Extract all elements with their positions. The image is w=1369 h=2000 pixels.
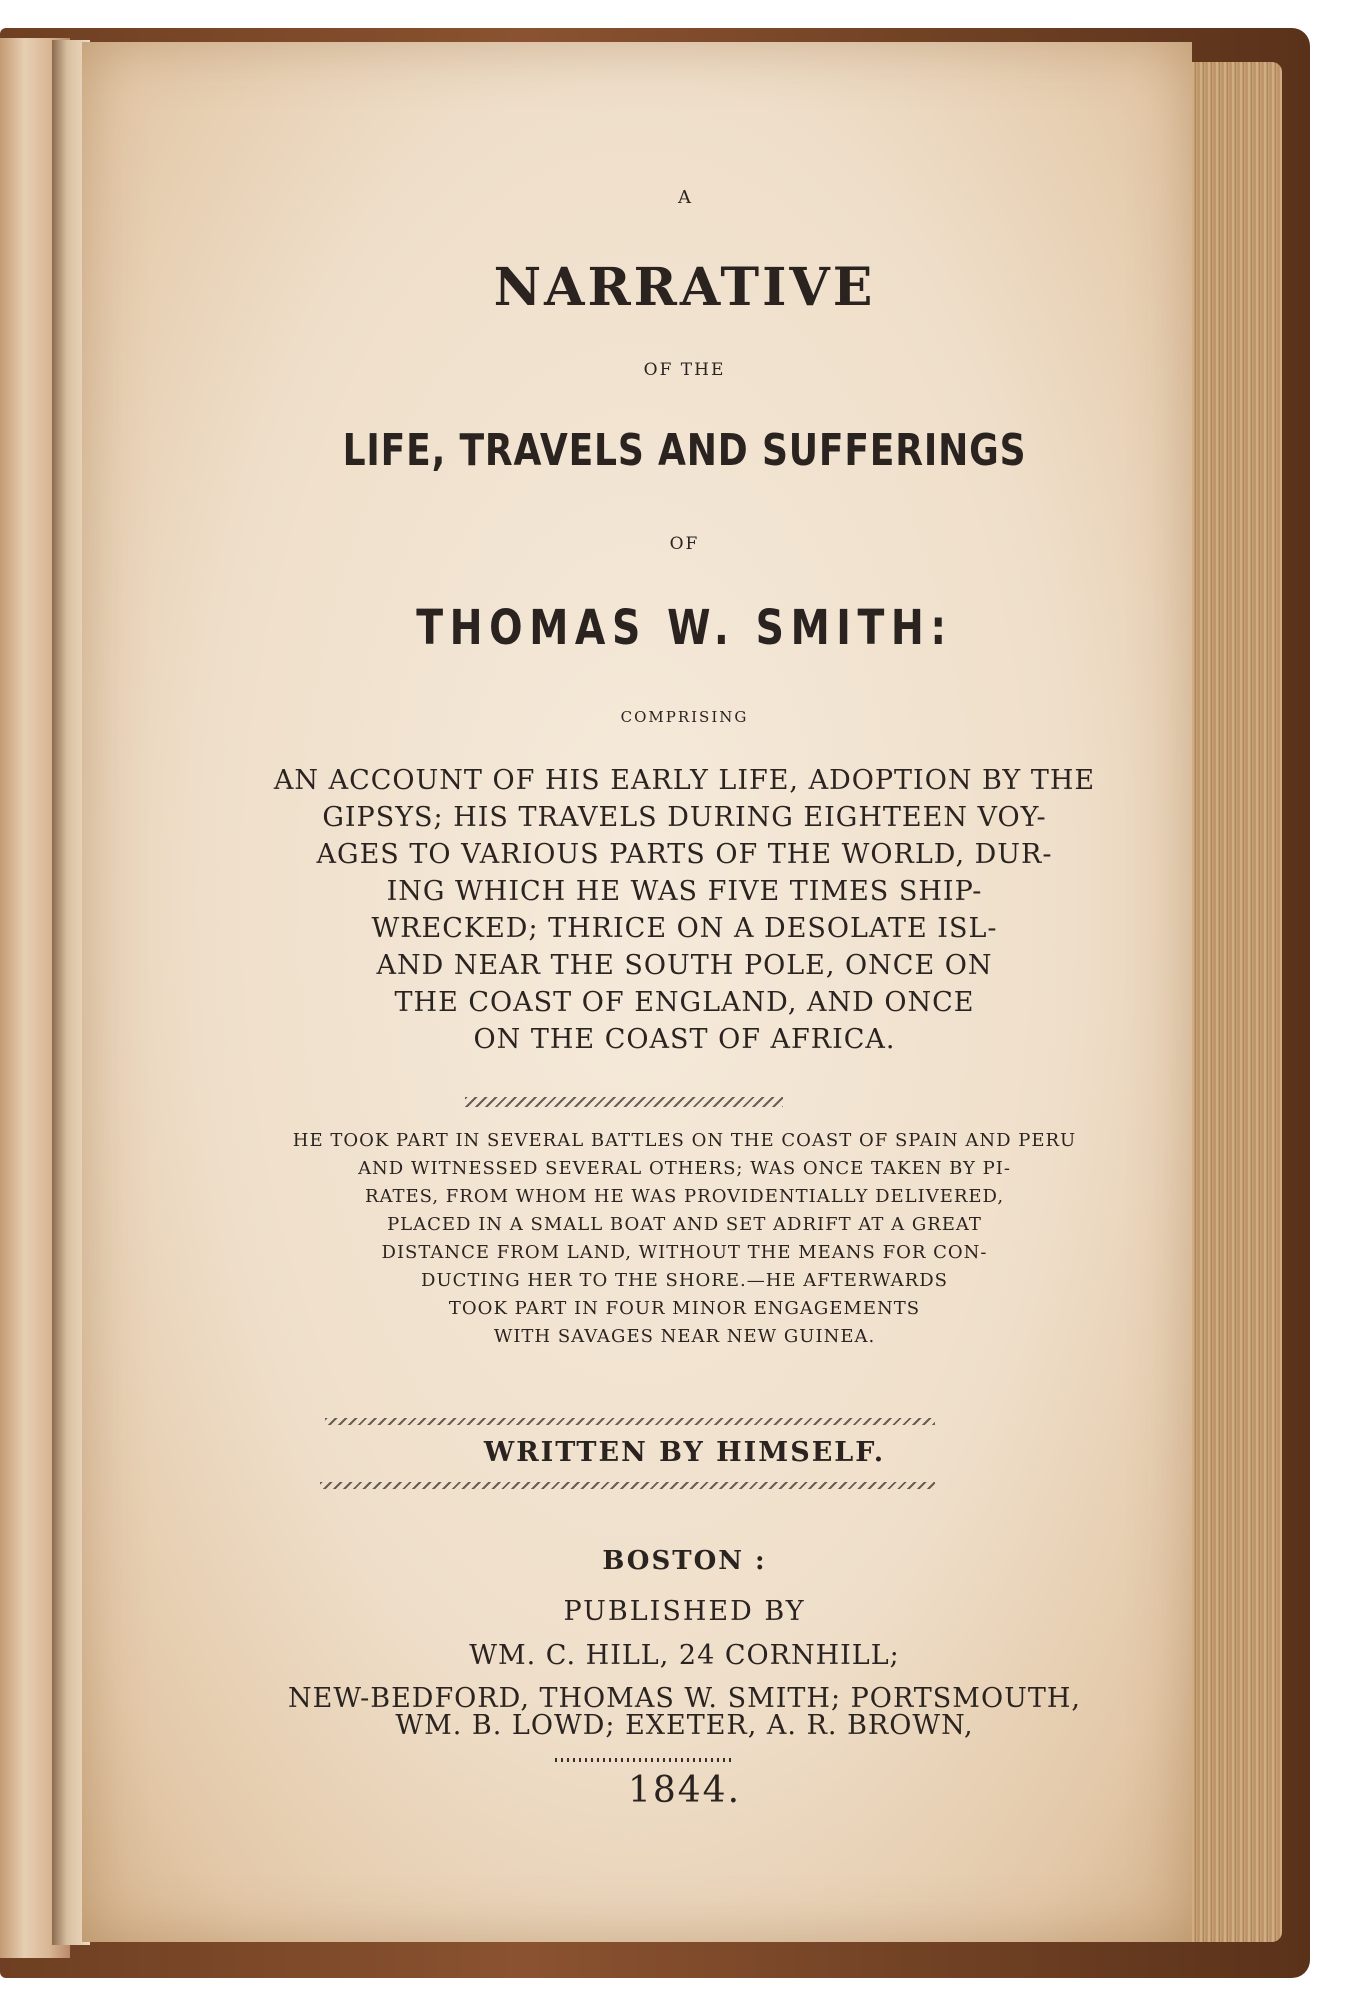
account-line-6: AND NEAR THE SOUTH POLE, ONCE ON [376, 950, 993, 981]
sellers-line-2: WM. B. LOWD; EXETER, A. R. BROWN, [395, 1710, 974, 1741]
written-by-himself: WRITTEN BY HIMSELF. [483, 1437, 886, 1468]
author-name: THOMAS W. SMITH: [416, 600, 953, 656]
sellers-line-1: NEW-BEDFORD, THOMAS W. SMITH; PORTSMOUTH, [288, 1683, 1081, 1714]
title-of: OF [669, 534, 700, 554]
wavy-rule [465, 1097, 783, 1107]
account-line-8: ON THE COAST OF AFRICA. [473, 1024, 896, 1055]
publication-year: 1844. [627, 1770, 742, 1811]
title-main: LIFE, TRAVELS AND SUFFERINGS [342, 425, 1027, 476]
place-boston: BOSTON : [602, 1546, 767, 1576]
battles-line-1: HE TOOK PART IN SEVERAL BATTLES ON THE COAST OF SPAIN AND PERU [292, 1130, 1077, 1151]
account-line-1: AN ACCOUNT OF HIS EARLY LIFE, ADOPTION BY THE [273, 765, 1096, 796]
title-narrative: NARRATIVE [493, 257, 876, 318]
dotted-rule [555, 1758, 735, 1762]
account-line-3: AGES TO VARIOUS PARTS OF THE WORLD, DUR- [316, 839, 1053, 870]
published-by: PUBLISHED BY [563, 1596, 806, 1627]
account-line-5: WRECKED; THRICE ON A DESOLATE ISL- [371, 913, 998, 944]
account-line-7: THE COAST OF ENGLAND, AND ONCE [394, 987, 975, 1018]
title-of-the: OF THE [643, 360, 726, 380]
battles-line-4: PLACED IN A SMALL BOAT AND SET ADRIFT AT A GREAT [387, 1214, 982, 1235]
account-line-4: ING WHICH HE WAS FIVE TIMES SHIP- [386, 876, 983, 907]
battles-line-2: AND WITNESSED SEVERAL OTHERS; WAS ONCE TAKEN BY PI- [358, 1158, 1011, 1179]
title-a: A [678, 187, 691, 208]
account-line-2: GIPSYS; HIS TRAVELS DURING EIGHTEEN VOY- [322, 802, 1047, 833]
wavy-rule-upper [325, 1418, 935, 1425]
battles-line-7: TOOK PART IN FOUR MINOR ENGAGEMENTS [448, 1298, 921, 1319]
battles-line-5: DISTANCE FROM LAND, WITHOUT THE MEANS FOR CON- [381, 1242, 988, 1263]
battles-line-3: RATES, FROM WHOM HE WAS PROVIDENTIALLY DELIVERED, [364, 1186, 1005, 1207]
wavy-rule-lower [320, 1482, 935, 1489]
publisher-line: WM. C. HILL, 24 CORNHILL; [469, 1640, 900, 1671]
battles-line-6: DUCTING HER TO THE SHORE.—HE AFTERWARDS [421, 1270, 948, 1291]
battles-line-8: WITH SAVAGES NEAR NEW GUINEA. [493, 1326, 876, 1347]
comprising-label: COMPRISING [620, 708, 749, 726]
